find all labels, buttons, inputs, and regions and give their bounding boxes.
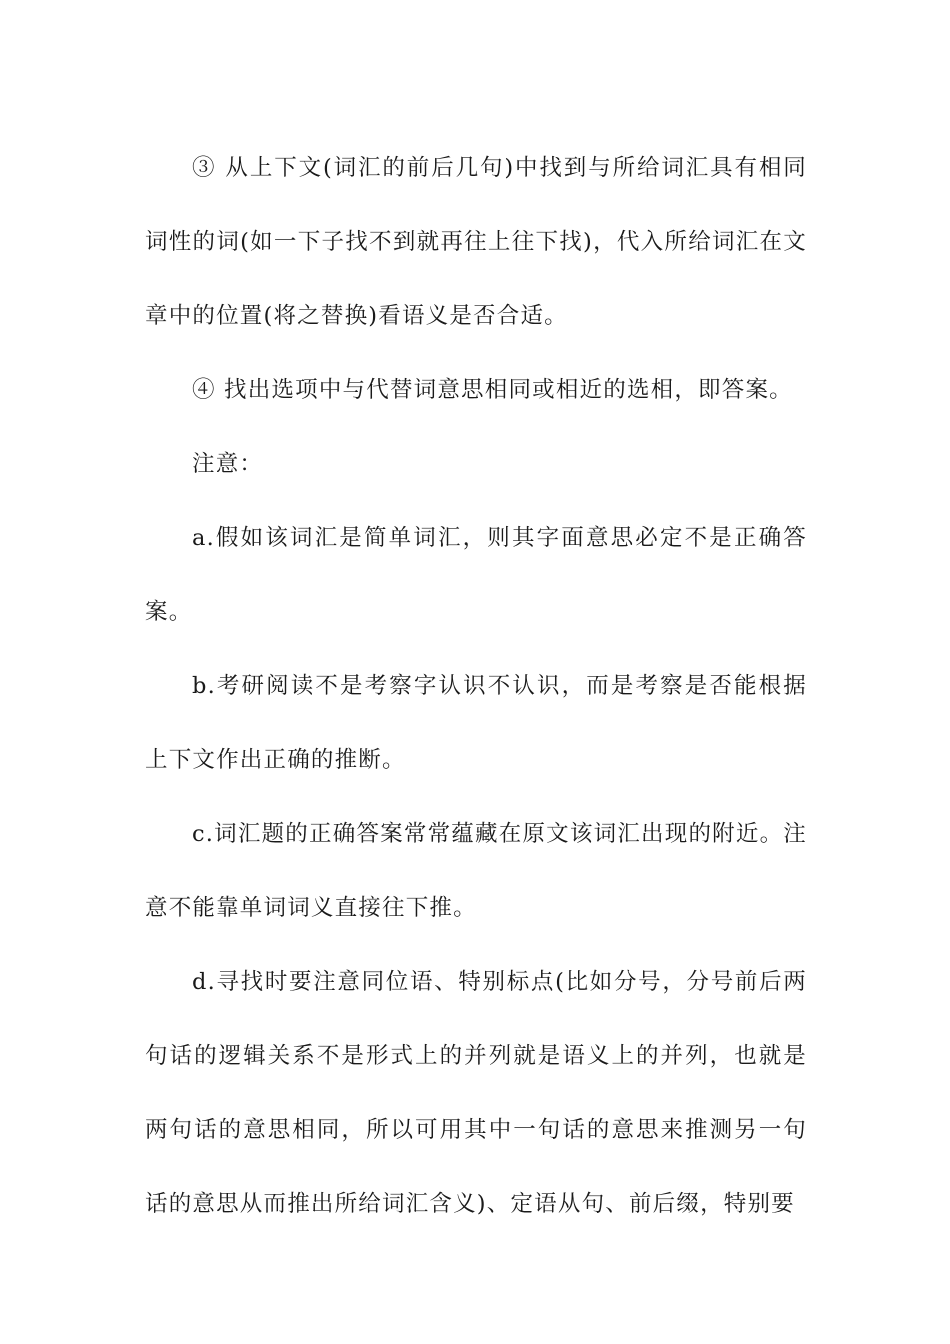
paragraph-note-heading: 注意： [192,451,264,477]
paragraph-step-3: ③ 从上下文(词汇的前后几句)中找到与所给词汇具有相同词性的词(如一下子找不到就再往上往下找)，代入所给词汇在文章中的位置(将之替换)看语义是否合适。 [145,155,807,329]
paragraph-step-4: ④ 找出选项中与代替词意思相同或相近的选相，即答案。 [192,377,793,403]
paragraph-note-b: b.考研阅读不是考察字认识不认识，而是考察是否能根据上下文作出正确的推断。 [145,673,807,773]
paragraph-note-a: a.假如该词汇是简单词汇，则其字面意思必定不是正确答案。 [145,525,807,625]
document-body [145,131,807,1241]
paragraph-note-c: c.词汇题的正确答案常常蕴藏在原文该词汇出现的附近。注意不能靠单词词义直接往下推。 [145,821,807,921]
paragraph-note-d: d.寻找时要注意同位语、特别标点(比如分号，分号前后两句话的逻辑关系不是形式上的并列就是语义上的并列，也就是两句话的意思相同，所以可用其中一句话的意思来推测另一句话的意思从而推出所给词汇含义)、定语从句、前后缀，特别要 [145,969,807,1217]
